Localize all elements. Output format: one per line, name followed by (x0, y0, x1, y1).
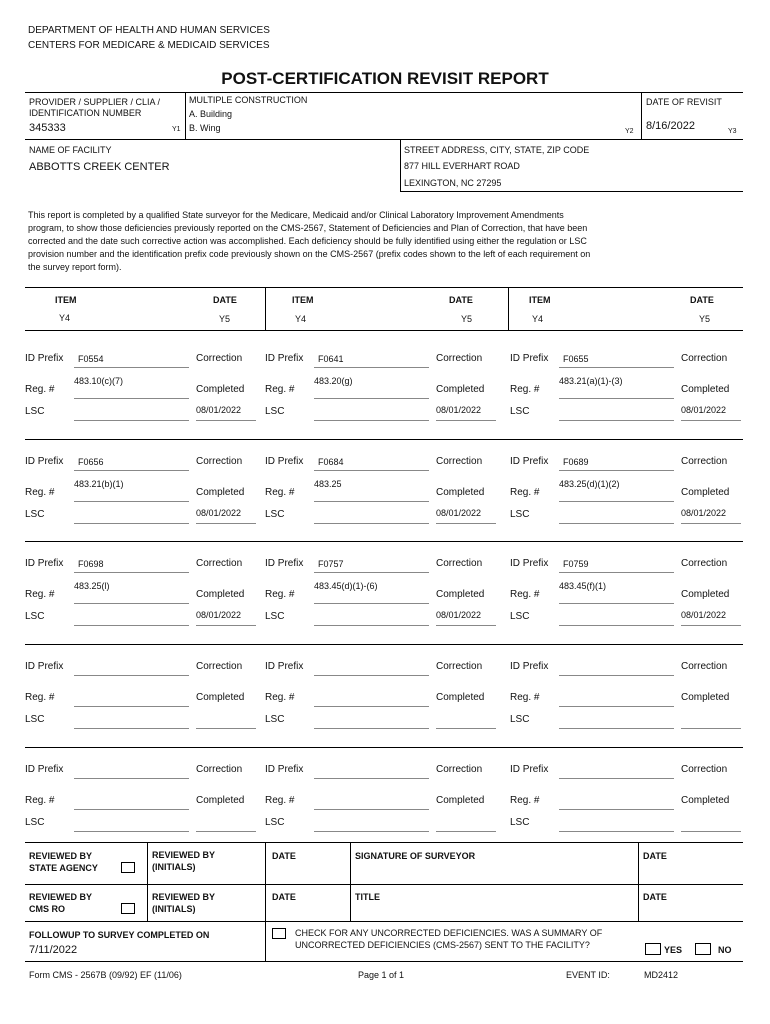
reviewed-cms-label-2: CMS RO (29, 904, 65, 914)
construction-code: Y2 (625, 128, 634, 135)
row-separator (25, 439, 743, 440)
completed-date-value: 08/01/2022 (681, 405, 727, 415)
completed-date-field[interactable] (681, 831, 741, 832)
instructions-line-3: corrected and the date such corrective action was accomplished. Each deficiency should be fully identified using either the regulation or LSC (28, 236, 587, 246)
correction-label: Correction (681, 353, 728, 364)
completed-date-field[interactable] (196, 420, 256, 421)
followup-label: FOLLOWUP TO SURVEY COMPLETED ON (29, 930, 210, 940)
correction-label: Correction (681, 764, 728, 775)
correction-label: Correction (436, 764, 483, 775)
reg-number-field[interactable] (314, 603, 429, 604)
address-label: STREET ADDRESS, CITY, STATE, ZIP CODE (404, 145, 590, 155)
instructions-line-4: provision number and the identification prefix code previously shown on the CMS-2567 (prefix codes shown to the left of each requirement on (28, 249, 591, 259)
lsc-label: LSC (25, 817, 45, 828)
construction-label: MULTIPLE CONSTRUCTION (189, 95, 308, 105)
correction-label: Correction (436, 456, 483, 467)
completed-date-field[interactable] (681, 420, 741, 421)
completed-label: Completed (436, 487, 485, 498)
lsc-label: LSC (510, 406, 530, 417)
reg-number-label: Reg. # (510, 487, 540, 498)
lsc-field[interactable] (559, 831, 674, 832)
correction-label: Correction (196, 661, 243, 672)
completed-label: Completed (196, 795, 245, 806)
lsc-label: LSC (265, 509, 285, 520)
correction-label: Correction (681, 661, 728, 672)
lsc-label: LSC (265, 817, 285, 828)
reg-number-value: 483.25(d)(1)(2) (559, 479, 620, 489)
lsc-label: LSC (510, 817, 530, 828)
form-number: Form CMS - 2567B (09/92) EF (11/06) (29, 970, 182, 980)
uncorrected-checkbox[interactable] (272, 928, 286, 939)
correction-label: Correction (196, 764, 243, 775)
id-prefix-label: ID Prefix (265, 558, 304, 569)
lsc-field[interactable] (74, 523, 189, 524)
reg-number-label: Reg. # (25, 795, 55, 806)
id-prefix-value: F0656 (78, 457, 104, 467)
id-prefix-value: F0757 (318, 559, 344, 569)
completed-date-field[interactable] (436, 728, 496, 729)
uncorrected-question-1: CHECK FOR ANY UNCORRECTED DEFICIENCIES. WAS A SUMMARY OF (295, 928, 603, 938)
reg-number-field[interactable] (74, 706, 189, 707)
provider-label-1: PROVIDER / SUPPLIER / CLIA / (29, 97, 161, 107)
completed-date-value: 08/01/2022 (196, 610, 242, 620)
instructions-line-5: the survey report form). (28, 262, 122, 272)
reg-number-value: 483.25(l) (74, 581, 110, 591)
completed-date-field[interactable] (681, 523, 741, 524)
lsc-label: LSC (510, 509, 530, 520)
reg-number-label: Reg. # (510, 692, 540, 703)
item-code-1: Y4 (59, 313, 71, 323)
page-number: Page 1 of 1 (358, 970, 405, 980)
facility-name: ABBOTTS CREEK CENTER (29, 161, 170, 173)
date-code-1: Y5 (219, 314, 231, 324)
completed-label: Completed (196, 589, 245, 600)
completed-label: Completed (681, 487, 730, 498)
id-prefix-field[interactable] (74, 675, 189, 676)
id-prefix-label: ID Prefix (265, 764, 304, 775)
provider-number: 345333 (29, 122, 66, 134)
id-prefix-field[interactable] (74, 470, 189, 471)
signature-label: SIGNATURE OF SURVEYOR (355, 851, 476, 861)
reg-number-label: Reg. # (265, 795, 295, 806)
date-code-2: Y5 (461, 314, 473, 324)
completed-date-value: 08/01/2022 (196, 508, 242, 518)
lsc-field[interactable] (559, 625, 674, 626)
correction-label: Correction (196, 558, 243, 569)
completed-label: Completed (681, 384, 730, 395)
instructions-line-2: program, to show those deficiencies previously reported on the CMS-2567, Statement of Deficiencies and Plan of Correction, that have been (28, 223, 588, 233)
completed-date-field[interactable] (196, 831, 256, 832)
id-prefix-field[interactable] (74, 367, 189, 368)
reviewed-cms-initials-label-2: (INITIALS) (152, 904, 196, 914)
id-prefix-field[interactable] (559, 778, 674, 779)
construction-wing: B. Wing (189, 123, 221, 133)
construction-building: A. Building (189, 109, 233, 119)
completed-date-value: 08/01/2022 (436, 508, 482, 518)
yes-label: YES (664, 945, 683, 955)
state-agency-checkbox[interactable] (121, 862, 135, 873)
date-label-4: DATE (643, 892, 667, 902)
id-prefix-field[interactable] (314, 778, 429, 779)
row-separator (25, 644, 743, 645)
lsc-field[interactable] (314, 420, 429, 421)
uncorrected-question-2: UNCORRECTED DEFICIENCIES (CMS-2567) SENT TO THE FACILITY? (295, 940, 590, 950)
completed-date-value: 08/01/2022 (436, 405, 482, 415)
reg-number-label: Reg. # (265, 692, 295, 703)
lsc-field[interactable] (74, 420, 189, 421)
id-prefix-field[interactable] (74, 572, 189, 573)
id-prefix-label: ID Prefix (25, 764, 64, 775)
reg-number-value: 483.45(d)(1)-(6) (314, 581, 378, 591)
correction-label: Correction (681, 456, 728, 467)
reg-number-field[interactable] (74, 809, 189, 810)
id-prefix-field[interactable] (314, 470, 429, 471)
correction-label: Correction (196, 353, 243, 364)
reg-number-field[interactable] (559, 809, 674, 810)
reg-number-label: Reg. # (510, 589, 540, 600)
reviewed-initials-label-2: (INITIALS) (152, 862, 196, 872)
lsc-label: LSC (25, 611, 45, 622)
completed-date-field[interactable] (436, 420, 496, 421)
completed-label: Completed (436, 692, 485, 703)
reviewed-state-label-2: STATE AGENCY (29, 863, 98, 873)
completed-date-field[interactable] (436, 625, 496, 626)
correction-label: Correction (436, 558, 483, 569)
id-prefix-value: F0689 (563, 457, 589, 467)
id-prefix-label: ID Prefix (510, 353, 549, 364)
id-prefix-field[interactable] (559, 572, 674, 573)
item-header-1: ITEM (55, 295, 77, 305)
lsc-field[interactable] (314, 523, 429, 524)
facility-label: NAME OF FACILITY (29, 145, 112, 155)
completed-date-field[interactable] (196, 625, 256, 626)
completed-date-value: 08/01/2022 (681, 508, 727, 518)
revisit-code: Y3 (728, 128, 737, 135)
item-header-3: ITEM (529, 295, 551, 305)
lsc-label: LSC (25, 714, 45, 725)
event-id-label: EVENT ID: (566, 970, 610, 980)
id-prefix-label: ID Prefix (265, 661, 304, 672)
lsc-field[interactable] (559, 523, 674, 524)
lsc-label: LSC (510, 714, 530, 725)
reg-number-label: Reg. # (25, 487, 55, 498)
lsc-field[interactable] (559, 728, 674, 729)
date-header-3: DATE (690, 295, 714, 305)
reg-number-label: Reg. # (265, 589, 295, 600)
id-prefix-value: F0655 (563, 354, 589, 364)
reg-number-label: Reg. # (25, 384, 55, 395)
lsc-field[interactable] (74, 831, 189, 832)
revisit-date-label: DATE OF REVISIT (646, 97, 722, 107)
id-prefix-label: ID Prefix (510, 764, 549, 775)
id-prefix-value: F0698 (78, 559, 104, 569)
id-prefix-label: ID Prefix (25, 558, 64, 569)
reviewed-state-label-1: REVIEWED BY (29, 851, 93, 861)
row-separator (25, 747, 743, 748)
completed-label: Completed (196, 487, 245, 498)
id-prefix-field[interactable] (74, 778, 189, 779)
department-line-1: DEPARTMENT OF HEALTH AND HUMAN SERVICES (28, 25, 270, 36)
address-city: LEXINGTON, NC 27295 (404, 178, 502, 188)
completed-date-field[interactable] (436, 831, 496, 832)
item-code-2: Y4 (295, 314, 307, 324)
lsc-label: LSC (25, 406, 45, 417)
reg-number-field[interactable] (314, 809, 429, 810)
yes-checkbox[interactable] (645, 943, 661, 955)
correction-label: Correction (436, 353, 483, 364)
reg-number-field[interactable] (559, 398, 674, 399)
completed-date-field[interactable] (196, 523, 256, 524)
id-prefix-field[interactable] (314, 367, 429, 368)
reg-number-value: 483.21(a)(1)-(3) (559, 376, 623, 386)
followup-date: 7/11/2022 (29, 944, 78, 956)
lsc-field[interactable] (74, 625, 189, 626)
id-prefix-label: ID Prefix (510, 661, 549, 672)
id-prefix-field[interactable] (314, 675, 429, 676)
form-title: POST-CERTIFICATION REVISIT REPORT (221, 69, 549, 88)
completed-date-field[interactable] (681, 625, 741, 626)
cms-ro-checkbox[interactable] (121, 903, 135, 914)
id-prefix-label: ID Prefix (265, 353, 304, 364)
lsc-label: LSC (510, 611, 530, 622)
lsc-field[interactable] (314, 625, 429, 626)
lsc-field[interactable] (314, 728, 429, 729)
reg-number-label: Reg. # (25, 589, 55, 600)
id-prefix-value: F0554 (78, 354, 104, 364)
id-prefix-label: ID Prefix (510, 558, 549, 569)
completed-date-value: 08/01/2022 (681, 610, 727, 620)
event-id-value: MD2412 (644, 970, 679, 980)
id-prefix-value: F0759 (563, 559, 589, 569)
no-checkbox[interactable] (695, 943, 711, 955)
id-prefix-field[interactable] (559, 470, 674, 471)
revisit-date-value: 8/16/2022 (646, 120, 695, 132)
title-label: TITLE (355, 892, 380, 902)
reg-number-field[interactable] (559, 706, 674, 707)
reg-number-field[interactable] (74, 603, 189, 604)
correction-label: Correction (436, 661, 483, 672)
reg-number-value: 483.20(g) (314, 376, 353, 386)
lsc-label: LSC (265, 714, 285, 725)
reg-number-label: Reg. # (265, 487, 295, 498)
completed-label: Completed (436, 589, 485, 600)
date-label-3: DATE (272, 892, 296, 902)
date-header-2: DATE (449, 295, 473, 305)
item-header-2: ITEM (292, 295, 314, 305)
address-street: 877 HILL EVERHART ROAD (404, 161, 520, 171)
reviewed-initials-label-1: REVIEWED BY (152, 850, 216, 860)
id-prefix-label: ID Prefix (510, 456, 549, 467)
correction-label: Correction (196, 456, 243, 467)
no-label: NO (718, 945, 732, 955)
completed-label: Completed (681, 589, 730, 600)
department-line-2: CENTERS FOR MEDICARE & MEDICAID SERVICES (28, 40, 270, 51)
id-prefix-label: ID Prefix (265, 456, 304, 467)
reg-number-field[interactable] (559, 603, 674, 604)
reg-number-field[interactable] (74, 398, 189, 399)
lsc-field[interactable] (314, 831, 429, 832)
id-prefix-value: F0641 (318, 354, 344, 364)
completed-date-value: 08/01/2022 (436, 610, 482, 620)
id-prefix-field[interactable] (559, 675, 674, 676)
lsc-label: LSC (265, 406, 285, 417)
completed-label: Completed (196, 384, 245, 395)
reg-number-field[interactable] (314, 706, 429, 707)
lsc-field[interactable] (74, 728, 189, 729)
completed-date-value: 08/01/2022 (196, 405, 242, 415)
id-prefix-label: ID Prefix (25, 661, 64, 672)
reg-number-value: 483.10(c)(7) (74, 376, 124, 386)
completed-label: Completed (436, 795, 485, 806)
id-prefix-label: ID Prefix (25, 353, 64, 364)
reg-number-field[interactable] (314, 398, 429, 399)
completed-label: Completed (196, 692, 245, 703)
reg-number-value: 483.45(f)(1) (559, 581, 607, 591)
provider-label-2: IDENTIFICATION NUMBER (29, 108, 142, 118)
date-label-1: DATE (272, 851, 296, 861)
instructions-line-1: This report is completed by a qualified State surveyor for the Medicare, Medicaid and/or Clinical Laboratory Improvement Amendments (28, 210, 564, 220)
completed-label: Completed (681, 692, 730, 703)
lsc-label: LSC (25, 509, 45, 520)
reg-number-label: Reg. # (265, 384, 295, 395)
date-code-3: Y5 (699, 314, 711, 324)
provider-code: Y1 (172, 126, 181, 133)
reg-number-value: 483.21(b)(1) (74, 479, 124, 489)
id-prefix-field[interactable] (559, 367, 674, 368)
lsc-label: LSC (265, 611, 285, 622)
correction-label: Correction (681, 558, 728, 569)
id-prefix-label: ID Prefix (25, 456, 64, 467)
date-label-2: DATE (643, 851, 667, 861)
lsc-field[interactable] (559, 420, 674, 421)
date-header-1: DATE (213, 295, 237, 305)
row-separator (25, 541, 743, 542)
id-prefix-field[interactable] (314, 572, 429, 573)
id-prefix-value: F0684 (318, 457, 344, 467)
reg-number-value: 483.25 (314, 479, 342, 489)
reg-number-field[interactable] (74, 501, 189, 502)
reg-number-field[interactable] (559, 501, 674, 502)
completed-date-field[interactable] (681, 728, 741, 729)
completed-date-field[interactable] (436, 523, 496, 524)
reviewed-cms-label-1: REVIEWED BY (29, 892, 93, 902)
reg-number-field[interactable] (314, 501, 429, 502)
reg-number-label: Reg. # (25, 692, 55, 703)
reviewed-cms-initials-label-1: REVIEWED BY (152, 892, 216, 902)
completed-label: Completed (681, 795, 730, 806)
reg-number-label: Reg. # (510, 795, 540, 806)
item-code-3: Y4 (532, 314, 544, 324)
completed-label: Completed (436, 384, 485, 395)
completed-date-field[interactable] (196, 728, 256, 729)
reg-number-label: Reg. # (510, 384, 540, 395)
